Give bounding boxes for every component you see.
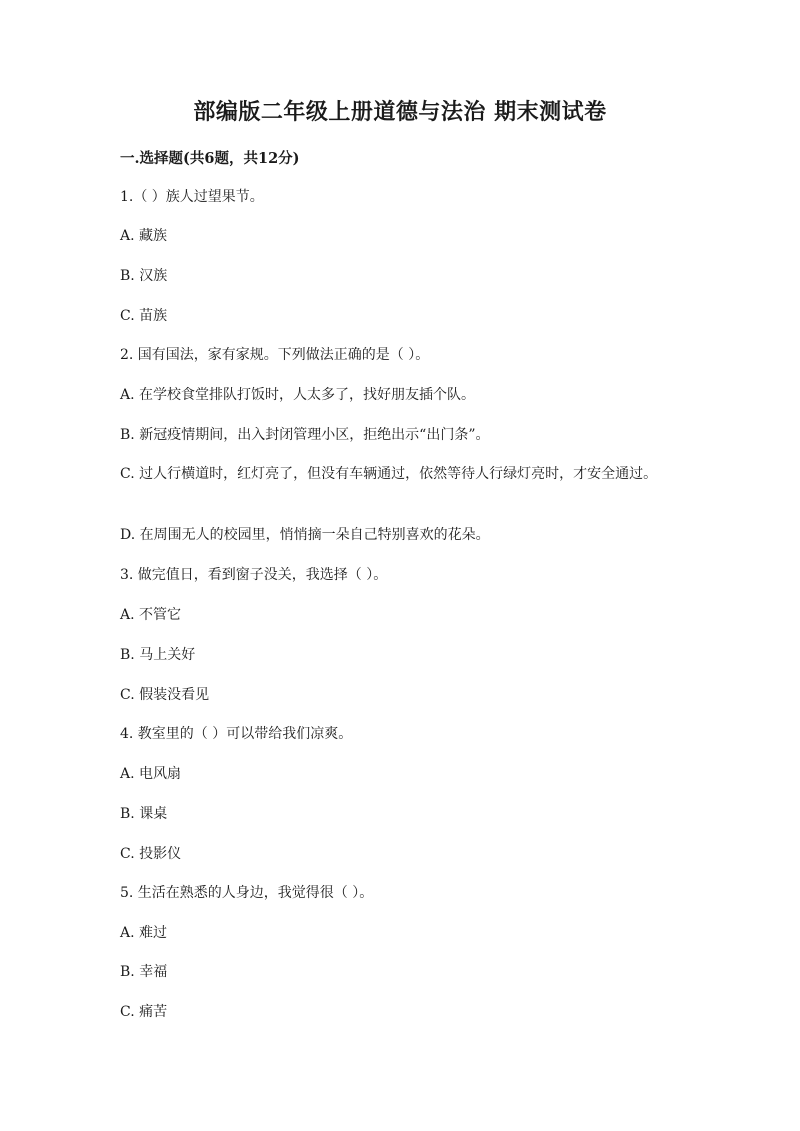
question-5-stem: 5. 生活在熟悉的人身边，我觉得很（ ）。 <box>120 885 374 901</box>
question-1-option-c: C. 苗族 <box>120 308 168 324</box>
question-4-stem: 4. 教室里的（ ）可以带给我们凉爽。 <box>120 726 353 742</box>
question-2-option-d: D. 在周围无人的校园里，悄悄摘一朵自己特别喜欢的花朵。 <box>120 527 490 543</box>
question-5-option-b: B. 幸福 <box>120 964 168 980</box>
question-3-option-a: A. 不管它 <box>120 607 182 623</box>
section-heading: 一.选择题(共6题，共12分) <box>120 150 300 167</box>
question-3-stem: 3. 做完值日，看到窗子没关，我选择（ ）。 <box>120 567 388 583</box>
question-5-option-c: C. 痛苦 <box>120 1004 168 1020</box>
question-3-option-c: C. 假装没看见 <box>120 687 210 703</box>
question-2-option-a: A. 在学校食堂排队打饭时，人太多了，找好朋友插个队。 <box>120 387 476 403</box>
exam-title: 部编版二年级上册道德与法治 期末测试卷 <box>193 99 607 125</box>
question-2-option-b: B. 新冠疫情期间，出入封闭管理小区，拒绝出示“出门条”。 <box>120 427 490 443</box>
question-3-option-b: B. 马上关好 <box>120 647 196 663</box>
question-4-option-a: A. 电风扇 <box>120 766 182 782</box>
question-2-stem: 2. 国有国法，家有家规。下列做法正确的是（ ）。 <box>120 347 430 363</box>
question-1-stem: 1.（ ）族人过望果节。 <box>120 189 264 205</box>
question-2-option-c: C. 过人行横道时，红灯亮了，但没有车辆通过，依然等待人行绿灯亮时，才安全通过。 <box>120 466 658 482</box>
question-4-option-b: B. 课桌 <box>120 806 168 822</box>
question-5-option-a: A. 难过 <box>120 925 168 941</box>
question-1-option-b: B. 汉族 <box>120 268 168 284</box>
question-4-option-c: C. 投影仪 <box>120 846 182 862</box>
question-1-option-a: A. 藏族 <box>120 228 168 244</box>
